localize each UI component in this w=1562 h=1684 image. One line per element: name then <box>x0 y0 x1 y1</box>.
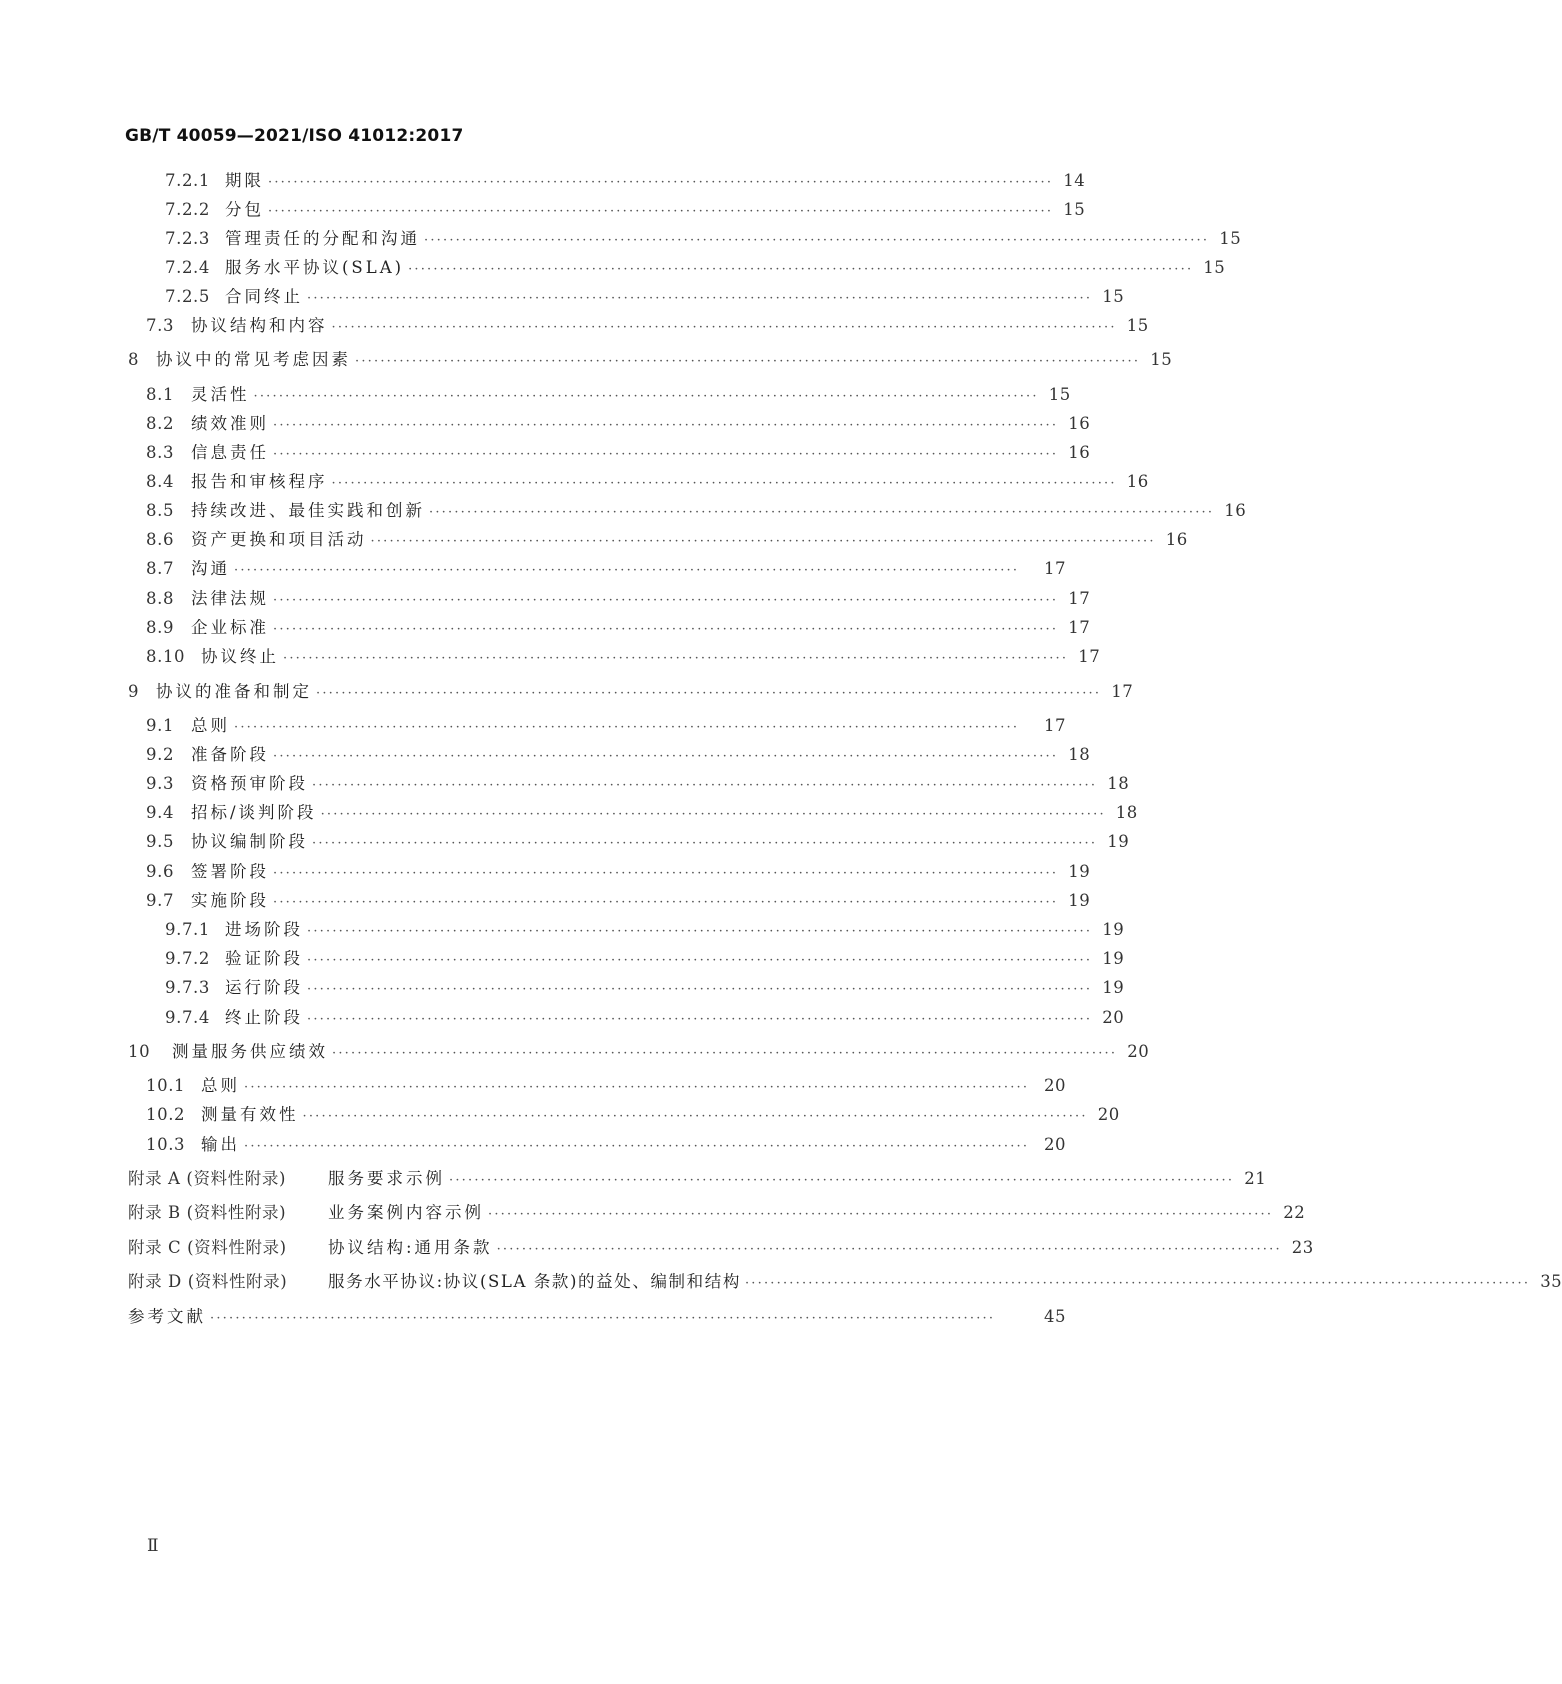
toc-entry[interactable] <box>146 412 1091 436</box>
toc-entry-page: 23 <box>1291 1238 1314 1257</box>
toc-entry-title: 企业标准 <box>191 618 269 637</box>
dot-leader: ···························································································································· <box>332 1046 1118 1061</box>
toc-entry-number: 8.8 <box>146 589 175 608</box>
toc-entry-page: 18 <box>1068 745 1091 764</box>
toc-entry-title: 参考文献 <box>128 1307 206 1326</box>
toc-entry-number: 8.9 <box>146 618 175 637</box>
toc-entry-page: 20 <box>1044 1076 1066 1095</box>
toc-entry[interactable] <box>128 1167 1267 1191</box>
toc-entry-number: 7.2.3 <box>165 229 210 248</box>
toc-entry-number: 9 <box>128 682 140 701</box>
dot-leader: ···························································································································· <box>331 320 1117 335</box>
toc-entry-title: 协议结构和内容 <box>191 316 328 335</box>
dot-leader: ···························································································································· <box>307 291 1093 306</box>
toc-entry-title: 分包 <box>225 200 264 219</box>
toc-entry-title: 资格预审阶段 <box>191 774 308 793</box>
toc-entry-title: 测量服务供应绩效 <box>172 1042 328 1061</box>
toc-entry[interactable] <box>165 1006 1125 1030</box>
toc-entry-page: 16 <box>1068 443 1091 462</box>
toc-entry[interactable] <box>128 1236 1314 1260</box>
toc-entry-title: 协议中的常见考虑因素 <box>156 350 351 369</box>
dot-leader: ···························································································································· <box>210 1311 996 1326</box>
toc-entry-page: 15 <box>1063 200 1086 219</box>
toc-entry-title: 服务水平协议:协议(SLA 条款)的益处、编制和结构 <box>328 1272 741 1291</box>
page-number: Ⅱ <box>147 1536 159 1556</box>
toc-entry[interactable] <box>128 1040 1150 1064</box>
toc-entry-number: 8.3 <box>146 443 175 462</box>
toc-entry-title: 验证阶段 <box>225 949 303 968</box>
toc-entry-page: 15 <box>1048 385 1071 404</box>
toc-entry-title: 协议的准备和制定 <box>156 682 312 701</box>
toc-entry[interactable] <box>165 169 1086 193</box>
toc-entry-page: 15 <box>1219 229 1242 248</box>
toc-entry-number: 9.6 <box>146 862 175 881</box>
dot-leader: ···························································································································· <box>429 505 1215 520</box>
toc-entry-number: 10.1 <box>146 1076 186 1095</box>
toc-entry-number: 8.10 <box>146 647 186 666</box>
dot-leader: ···························································································································· <box>273 749 1059 764</box>
dot-leader: ···························································································································· <box>244 1139 1030 1154</box>
toc-entry-page: 15 <box>1102 287 1125 306</box>
dot-leader: ···························································································································· <box>273 593 1059 608</box>
toc-entry-page: 20 <box>1044 1135 1066 1154</box>
toc-entry-page: 19 <box>1102 978 1125 997</box>
toc-entry-title: 服务水平协议(SLA) <box>225 258 405 277</box>
toc-entry-page: 17 <box>1044 559 1066 578</box>
toc-entry[interactable] <box>146 587 1091 611</box>
toc-entry-page: 19 <box>1102 920 1125 939</box>
toc-entry-number: 9.4 <box>146 803 175 822</box>
toc-entry[interactable] <box>146 1103 1120 1127</box>
toc-entry[interactable] <box>146 714 1066 738</box>
toc-entry[interactable] <box>146 860 1091 884</box>
toc-entry-number: 7.2.1 <box>165 171 210 190</box>
toc-entry-number: 8.4 <box>146 472 175 491</box>
toc-entry-title: 业务案例内容示例 <box>328 1203 484 1222</box>
toc-entry-page: 20 <box>1102 1008 1125 1027</box>
dot-leader: ···························································································································· <box>320 807 1106 822</box>
dot-leader: ···························································································································· <box>312 778 1098 793</box>
toc-entry[interactable] <box>128 1270 1562 1294</box>
dot-leader: ···························································································································· <box>449 1173 1235 1188</box>
toc-entry-number: 8.6 <box>146 530 175 549</box>
toc-entry-number: 8.2 <box>146 414 175 433</box>
toc-entry-page: 19 <box>1102 949 1125 968</box>
standard-code-header: GB/T 40059—2021/ISO 41012:2017 <box>125 126 464 146</box>
toc-entry-number: 7.2.2 <box>165 200 210 219</box>
toc-entry-number: 8.5 <box>146 501 175 520</box>
toc-entry-number: 9.1 <box>146 716 175 735</box>
toc-entry-page: 45 <box>1044 1307 1066 1326</box>
toc-entry[interactable] <box>146 499 1247 523</box>
toc-entry-number: 9.7.4 <box>165 1008 210 1027</box>
toc-entry-title: 协议编制阶段 <box>191 832 308 851</box>
toc-entry-page: 18 <box>1115 803 1138 822</box>
toc-entry[interactable] <box>128 1201 1306 1225</box>
toc-entry-number: 9.3 <box>146 774 175 793</box>
toc-entry-number: 8.7 <box>146 559 175 578</box>
toc-entry-page: 20 <box>1127 1042 1150 1061</box>
toc-entry-number: 7.2.4 <box>165 258 210 277</box>
dot-leader: ···························································································································· <box>488 1207 1274 1222</box>
dot-leader: ···························································································································· <box>273 866 1059 881</box>
dot-leader: ···························································································································· <box>244 1080 1030 1095</box>
toc-entry-page: 20 <box>1097 1105 1120 1124</box>
dot-leader: ···························································································································· <box>312 836 1098 851</box>
toc-entry[interactable] <box>146 557 1066 581</box>
toc-entry[interactable] <box>165 227 1242 251</box>
toc-entry[interactable] <box>146 830 1130 854</box>
toc-entry-title: 管理责任的分配和沟通 <box>225 229 420 248</box>
dot-leader: ···························································································································· <box>424 233 1210 248</box>
toc-entry[interactable] <box>146 743 1091 767</box>
toc-entry[interactable] <box>146 470 1149 494</box>
toc-entry-page: 17 <box>1111 682 1134 701</box>
toc-entry-title: 服务要求示例 <box>328 1169 445 1188</box>
toc-entry-title: 输出 <box>201 1135 240 1154</box>
toc-entry-title: 信息责任 <box>191 443 269 462</box>
toc-entry[interactable] <box>128 1305 1066 1329</box>
toc-entry-title: 持续改进、最佳实践和创新 <box>191 501 425 520</box>
toc-entry-page: 17 <box>1068 618 1091 637</box>
toc-entry[interactable] <box>146 314 1149 338</box>
dot-leader: ···························································································································· <box>307 982 1093 997</box>
toc-entry-number: 7.3 <box>146 316 175 335</box>
dot-leader: ···························································································································· <box>268 204 1054 219</box>
dot-leader: ···························································································································· <box>316 686 1102 701</box>
toc-entry[interactable] <box>128 348 1173 372</box>
dot-leader: ···························································································································· <box>273 447 1059 462</box>
toc-entry-title: 招标/谈判阶段 <box>191 803 317 822</box>
dot-leader: ···························································································································· <box>253 389 1039 404</box>
toc-entry-number: 9.7 <box>146 891 175 910</box>
toc-entry-number: 9.7.3 <box>165 978 210 997</box>
toc-entry-title: 协议终止 <box>201 647 279 666</box>
toc-entry-number: 附录 A (资料性附录) <box>128 1169 286 1188</box>
toc-entry-title: 测量有效性 <box>201 1105 299 1124</box>
toc-entry-number: 7.2.5 <box>165 287 210 306</box>
toc-entry-page: 35 <box>1540 1272 1562 1291</box>
toc-entry-number: 附录 D (资料性附录) <box>128 1272 288 1291</box>
dot-leader: ···························································································································· <box>273 622 1059 637</box>
toc-entry-title: 沟通 <box>191 559 230 578</box>
dot-leader: ···························································································································· <box>355 354 1141 369</box>
toc-entry-title: 协议结构:通用条款 <box>328 1238 493 1257</box>
toc-entry-title: 总则 <box>191 716 230 735</box>
toc-entry[interactable] <box>165 947 1125 971</box>
toc-entry[interactable] <box>165 285 1125 309</box>
toc-entry[interactable] <box>146 645 1101 669</box>
toc-entry[interactable] <box>165 198 1086 222</box>
toc-entry[interactable] <box>146 889 1091 913</box>
toc-entry-page: 15 <box>1126 316 1149 335</box>
toc-entry-title: 报告和审核程序 <box>191 472 328 491</box>
dot-leader: ···························································································································· <box>268 175 1054 190</box>
toc-entry-page: 14 <box>1063 171 1086 190</box>
toc-entry[interactable] <box>146 772 1130 796</box>
toc-entry-number: 10.2 <box>146 1105 186 1124</box>
toc-entry-title: 合同终止 <box>225 287 303 306</box>
toc-entry-number: 9.7.2 <box>165 949 210 968</box>
toc-entry-title: 总则 <box>201 1076 240 1095</box>
toc-entry[interactable] <box>146 383 1071 407</box>
toc-entry[interactable] <box>146 801 1138 825</box>
toc-entry-title: 准备阶段 <box>191 745 269 764</box>
toc-entry-title: 运行阶段 <box>225 978 303 997</box>
toc-entry-page: 15 <box>1150 350 1173 369</box>
dot-leader: ···························································································································· <box>744 1276 1531 1291</box>
toc-entry-number: 10.3 <box>146 1135 186 1154</box>
toc-entry-page: 22 <box>1283 1203 1306 1222</box>
toc-entry-page: 16 <box>1068 414 1091 433</box>
toc-entry-title: 法律法规 <box>191 589 269 608</box>
toc-entry-page: 17 <box>1078 647 1101 666</box>
toc-entry-number: 附录 C (资料性附录) <box>128 1238 287 1257</box>
toc-entry-page: 16 <box>1165 530 1188 549</box>
toc-entry[interactable] <box>146 528 1188 552</box>
toc-entry-page: 17 <box>1044 716 1066 735</box>
toc-entry-number: 9.2 <box>146 745 175 764</box>
toc-entry-number: 8 <box>128 350 140 369</box>
dot-leader: ···························································································································· <box>307 1012 1093 1027</box>
toc-entry-title: 终止阶段 <box>225 1008 303 1027</box>
toc-entry[interactable] <box>146 1133 1066 1157</box>
toc-entry-page: 15 <box>1203 258 1226 277</box>
toc-entry-number: 10 <box>128 1042 151 1061</box>
toc-entry[interactable] <box>146 616 1091 640</box>
dot-leader: ···························································································································· <box>496 1242 1282 1257</box>
dot-leader: ···························································································································· <box>307 924 1093 939</box>
toc-entry-title: 实施阶段 <box>191 891 269 910</box>
toc-entry-title: 进场阶段 <box>225 920 303 939</box>
toc-entry-page: 16 <box>1224 501 1247 520</box>
toc-entry[interactable] <box>146 1074 1066 1098</box>
toc-entry[interactable] <box>165 976 1125 1000</box>
toc-entry-number: 8.1 <box>146 385 175 404</box>
toc-entry-page: 19 <box>1107 832 1130 851</box>
dot-leader: ···························································································································· <box>370 534 1156 549</box>
dot-leader: ···························································································································· <box>331 476 1117 491</box>
toc-entry-page: 17 <box>1068 589 1091 608</box>
toc-entry-page: 19 <box>1068 891 1091 910</box>
dot-leader: ···························································································································· <box>302 1109 1088 1124</box>
toc-entry-page: 21 <box>1244 1169 1267 1188</box>
toc-entry[interactable] <box>165 918 1125 942</box>
dot-leader: ···························································································································· <box>234 720 1020 735</box>
toc-entry-title: 期限 <box>225 171 264 190</box>
toc-entry-number: 附录 B (资料性附录) <box>128 1203 287 1222</box>
toc-entry-page: 19 <box>1068 862 1091 881</box>
toc-entry[interactable] <box>165 256 1226 280</box>
dot-leader: ···························································································································· <box>408 262 1194 277</box>
toc-entry[interactable] <box>146 441 1091 465</box>
toc-entry-title: 资产更换和项目活动 <box>191 530 367 549</box>
toc-entry-page: 16 <box>1126 472 1149 491</box>
dot-leader: ···························································································································· <box>283 651 1069 666</box>
toc-entry-page: 18 <box>1107 774 1130 793</box>
toc-entry-number: 9.5 <box>146 832 175 851</box>
dot-leader: ···························································································································· <box>307 953 1093 968</box>
toc-entry-title: 签署阶段 <box>191 862 269 881</box>
toc-entry[interactable] <box>128 680 1134 704</box>
dot-leader: ···························································································································· <box>273 895 1059 910</box>
toc-entry-number: 9.7.1 <box>165 920 210 939</box>
toc-entry-title: 灵活性 <box>191 385 250 404</box>
dot-leader: ···························································································································· <box>234 563 1020 578</box>
dot-leader: ···························································································································· <box>273 418 1059 433</box>
toc-entry-title: 绩效准则 <box>191 414 269 433</box>
